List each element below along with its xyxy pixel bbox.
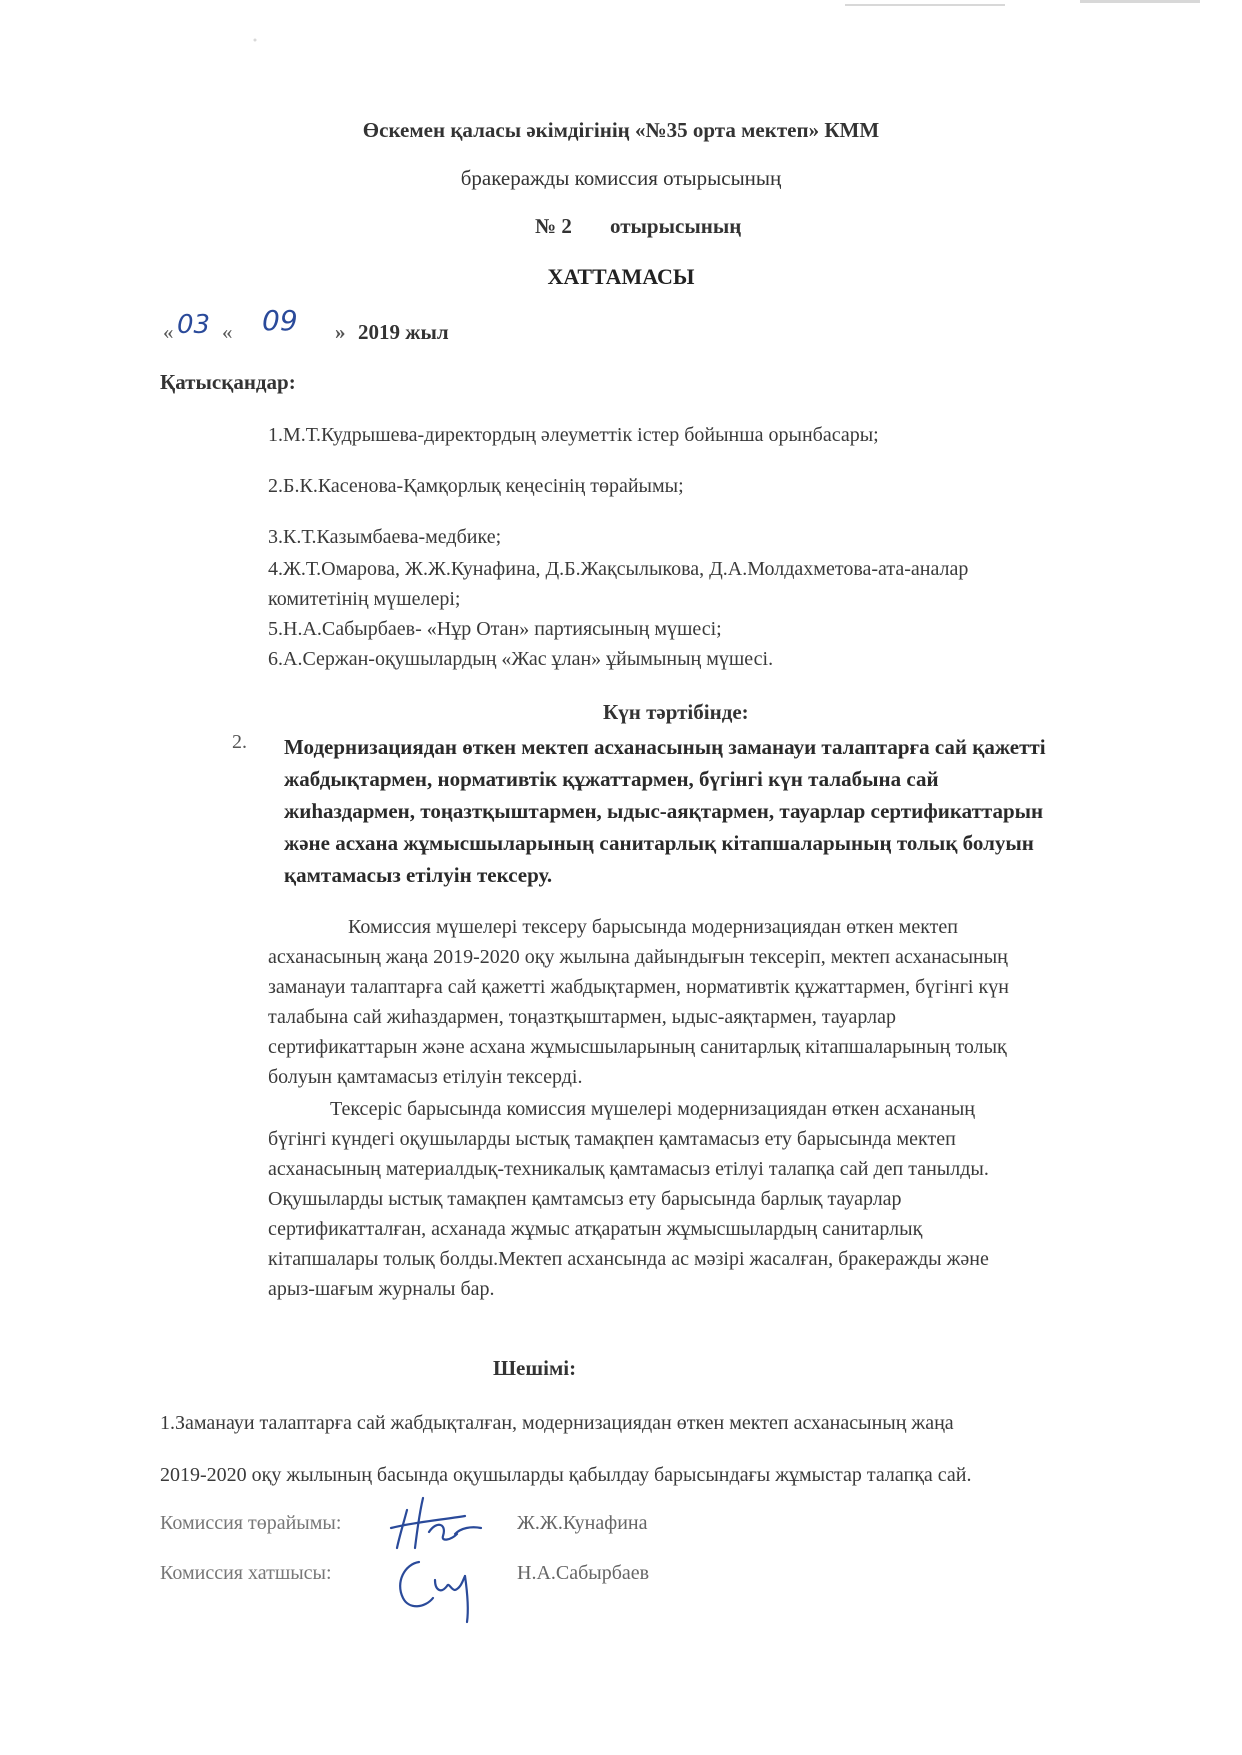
header-commission: бракеражды комиссия отырысының: [460, 166, 782, 190]
participant-item: 3.К.Т.Казымбаева-медбике;: [268, 526, 502, 548]
date-close-quote: »: [335, 320, 346, 344]
header-number-word: отырысының: [610, 214, 742, 238]
decision-label: Шешімі:: [493, 1356, 577, 1380]
participant-item: 5.Н.А.Сабырбаев- «Нұр Отан» партиясының мүшесі;: [268, 618, 722, 640]
date-mid-quote: «: [222, 320, 233, 344]
body-line: заманауи талаптарға сай қажетті жабдықтармен, нормативтік құжаттармен, бүгінгі күн: [268, 976, 1009, 998]
body-line: Комиссия мүшелері тексеру барысында модернизациядан өткен мектеп: [348, 916, 958, 938]
body-line: болуын қамтамасыз етілуін тексерді.: [268, 1066, 583, 1088]
date-month-handwritten: 09: [262, 304, 298, 337]
document-title: ХАТТАМАСЫ: [547, 264, 695, 289]
decision-line: 2019-2020 оқу жылының басында оқушыларды қабылдау барысындағы жұмыстар талапқа сай.: [160, 1464, 972, 1486]
agenda-line: және асхана жұмысшыларының санитарлық кітапшаларының толық болуын: [284, 831, 1034, 855]
chair-name: Ж.Ж.Кунафина: [517, 1512, 648, 1534]
body-line: асханасының материалдық-техникалық қамтамасыз етілуі талапқа сай деп танылды.: [268, 1158, 989, 1180]
date-open-quote: «: [163, 320, 174, 344]
body-line: талабына сай жиһаздармен, тоңазтқыштармен, ыдыс-аяқтармен, тауарлар: [268, 1006, 896, 1028]
body-line: бүгінгі күндегі оқушыларды ыстық тамақпен қамтамасыз ету барысында мектеп: [268, 1128, 956, 1150]
agenda-line: жабдықтармен, нормативтік құжаттармен, бүгінгі күн талабына сай: [284, 767, 939, 791]
body-line: кітапшалары толық болды.Мектеп асхансында ас мәзірі жасалған, бракеражды және: [268, 1248, 989, 1270]
agenda-line: Модернизациядан өткен мектеп асханасының заманауи талаптарға сай қажетті: [284, 735, 1046, 759]
participant-item: 4.Ж.Т.Омарова, Ж.Ж.Кунафина, Д.Б.Жақсылыкова, Д.А.Молдахметова-ата-аналар: [268, 558, 969, 580]
participant-item: 2.Б.К.Касенова-Қамқорлық кеңесінің төрайымы;: [268, 475, 684, 497]
body-line: Тексеріс барысында комиссия мүшелері модернизациядан өткен асхананың: [330, 1098, 975, 1120]
body-line: сертификаттарын және асхана жұмысшыларының санитарлық кітапшаларының толық: [268, 1036, 1007, 1058]
agenda-label: Күн тәртібінде:: [603, 700, 749, 724]
body-line: асханасының жаңа 2019-2020 оқу жылына дайындығын тексеріп, мектеп асханасының: [268, 946, 1008, 968]
header-number: № 2: [535, 214, 572, 238]
date-day-handwritten: 03: [177, 310, 211, 340]
body-line: Оқушыларды ыстық тамақпен қамтамсыз ету барысында барлық тауарлар: [268, 1188, 902, 1210]
participants-label: Қатысқандар:: [160, 370, 296, 394]
scan-artifacts: [0, 0, 1242, 60]
agenda-line: жиһаздармен, тоңазтқыштармен, ыдыс-аяқтармен, тауарлар сертификаттарын: [284, 799, 1044, 823]
secretary-role: Комиссия хатшысы:: [160, 1562, 332, 1584]
secretary-name: Н.А.Сабырбаев: [517, 1562, 650, 1584]
handwritten-signature: [385, 1490, 495, 1630]
agenda-number: 2.: [232, 731, 247, 753]
chair-role: Комиссия төрайымы:: [160, 1512, 342, 1534]
body-line: арыз-шағым журналы бар.: [268, 1278, 495, 1300]
header-institution: Өскемен қаласы әкімдігінің «№35 орта мектеп» КММ: [362, 118, 880, 142]
participant-item: комитетінің мүшелері;: [268, 588, 461, 610]
body-line: сертификатталған, асханада жұмыс атқаратын жұмысшылардың санитарлық: [268, 1218, 923, 1240]
date-year: 2019 жыл: [358, 320, 449, 344]
agenda-line: қамтамасыз етілуін тексеру.: [284, 863, 553, 887]
participant-item: 1.М.Т.Кудрышева-директордың әлеуметтік істер бойынша орынбасары;: [268, 424, 879, 446]
participant-item: 6.А.Сержан-оқушылардың «Жас ұлан» ұйымының мүшесі.: [268, 648, 774, 670]
decision-line: 1.Заманауи талаптарға сай жабдықталған, модернизациядан өткен мектеп асханасының жаңа: [160, 1412, 954, 1434]
